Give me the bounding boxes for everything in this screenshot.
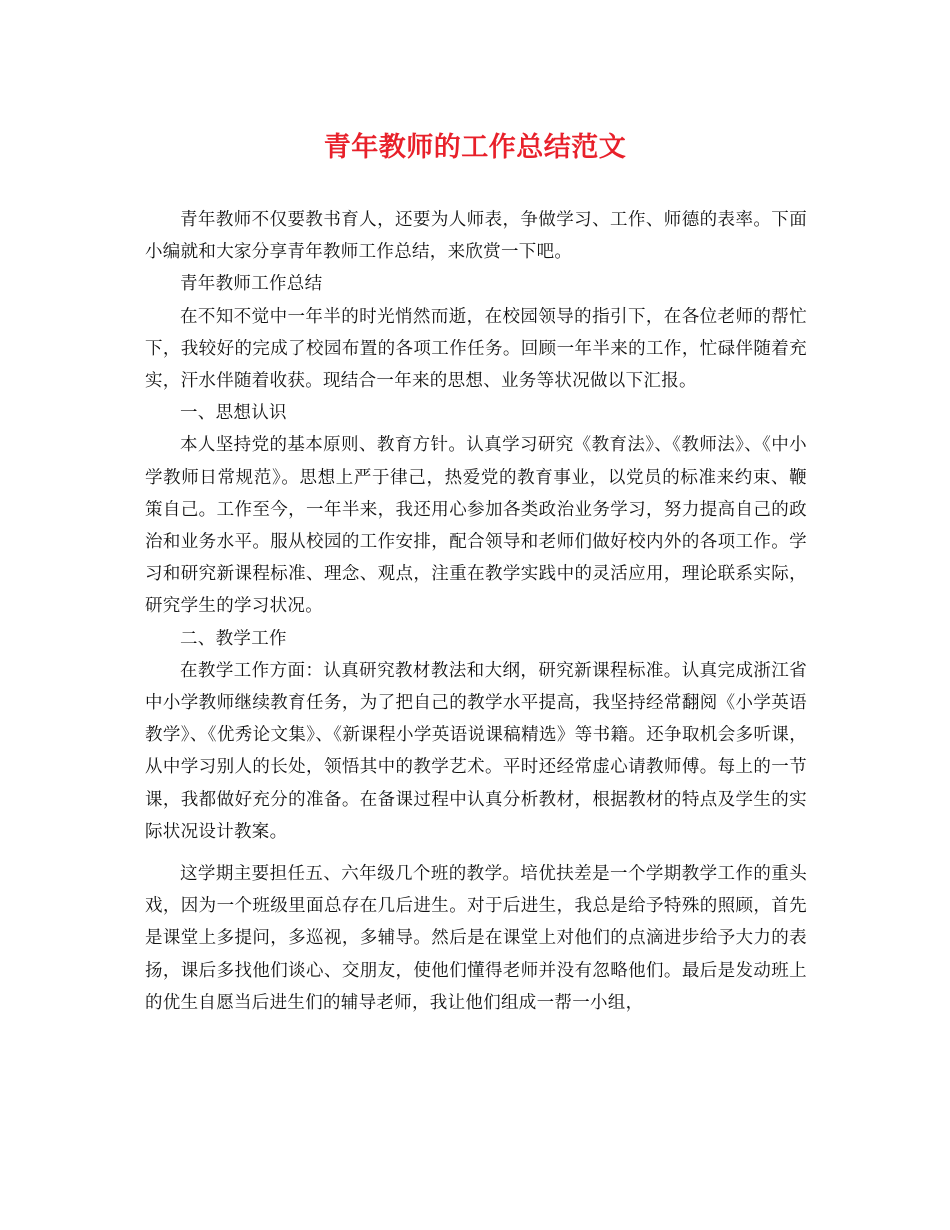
- section-heading-thinking: 一、思想认识: [180, 403, 287, 424]
- paragraph-thinking: 本人坚持党的基本原则、教育方针。认真学习研究《教育法》、《教师法》、《中小学教师日常规范》。思想上严于律己，热爱党的教育事业，以党员的标准来约束、鞭策自己。工作至今，一年半来，我还用心参加各类政治业务学习，努力提高自己的政治和业务水平。服从校园的工作安排，配合领导和老师们做好校内外的各项工作。学习和研究新课程标准、理念、观点，注重在教学实践中的灵活应用，理论联系实际，研究学生的学习状况。: [145, 435, 807, 617]
- section-heading-teaching: 二、教学工作: [180, 628, 287, 649]
- paragraph-intro: 青年教师不仅要教书育人，还要为人师表，争做学习、工作、师德的表率。下面小编就和大家分享青年教师工作总结，来欣赏一下吧。: [145, 210, 807, 263]
- paragraph-overview: 在不知不觉中一年半的时光悄然而逝，在校园领导的指引下，在各位老师的帮忙下，我较好的完成了校园布置的各项工作任务。回顾一年半来的工作，忙碌伴随着充实，汗水伴随着收获。现结合一年来的思想、业务等状况做以下汇报。: [145, 306, 807, 392]
- document-body: [145, 204, 807, 1019]
- section-heading-summary: 青年教师工作总结: [180, 274, 323, 295]
- paragraph-teaching: 在教学工作方面：认真研究教材教法和大纲，研究新课程标准。认真完成浙江省中小学教师继续教育任务，为了把自己的教学水平提高，我坚持经常翻阅《小学英语教学》、《优秀论文集》、《新课程小学英语说课稿精选》等书籍。还争取机会多听课，从中学习别人的长处，领悟其中的教学艺术。平时还经常虚心请教师傅。每上的一节课，我都做好充分的准备。在备课过程中认真分析教材，根据教材的特点及学生的实际状况设计教案。: [145, 660, 807, 842]
- document-title: 青年教师的工作总结范文: [323, 132, 627, 163]
- paragraph-classes: 这学期主要担任五、六年级几个班的教学。培优扶差是一个学期教学工作的重头戏，因为一个班级里面总存在几后进生。对于后进生，我总是给予特殊的照顾，首先是课堂上多提问，多巡视，多辅导。然后是在课堂上对他们的点滴进步给予大力的表扬，课后多找他们谈心、交朋友，使他们懂得老师并没有忽略他们。最后是发动班上的优生自愿当后进生们的辅导老师，我让他们组成一帮一小组，: [145, 864, 807, 1013]
